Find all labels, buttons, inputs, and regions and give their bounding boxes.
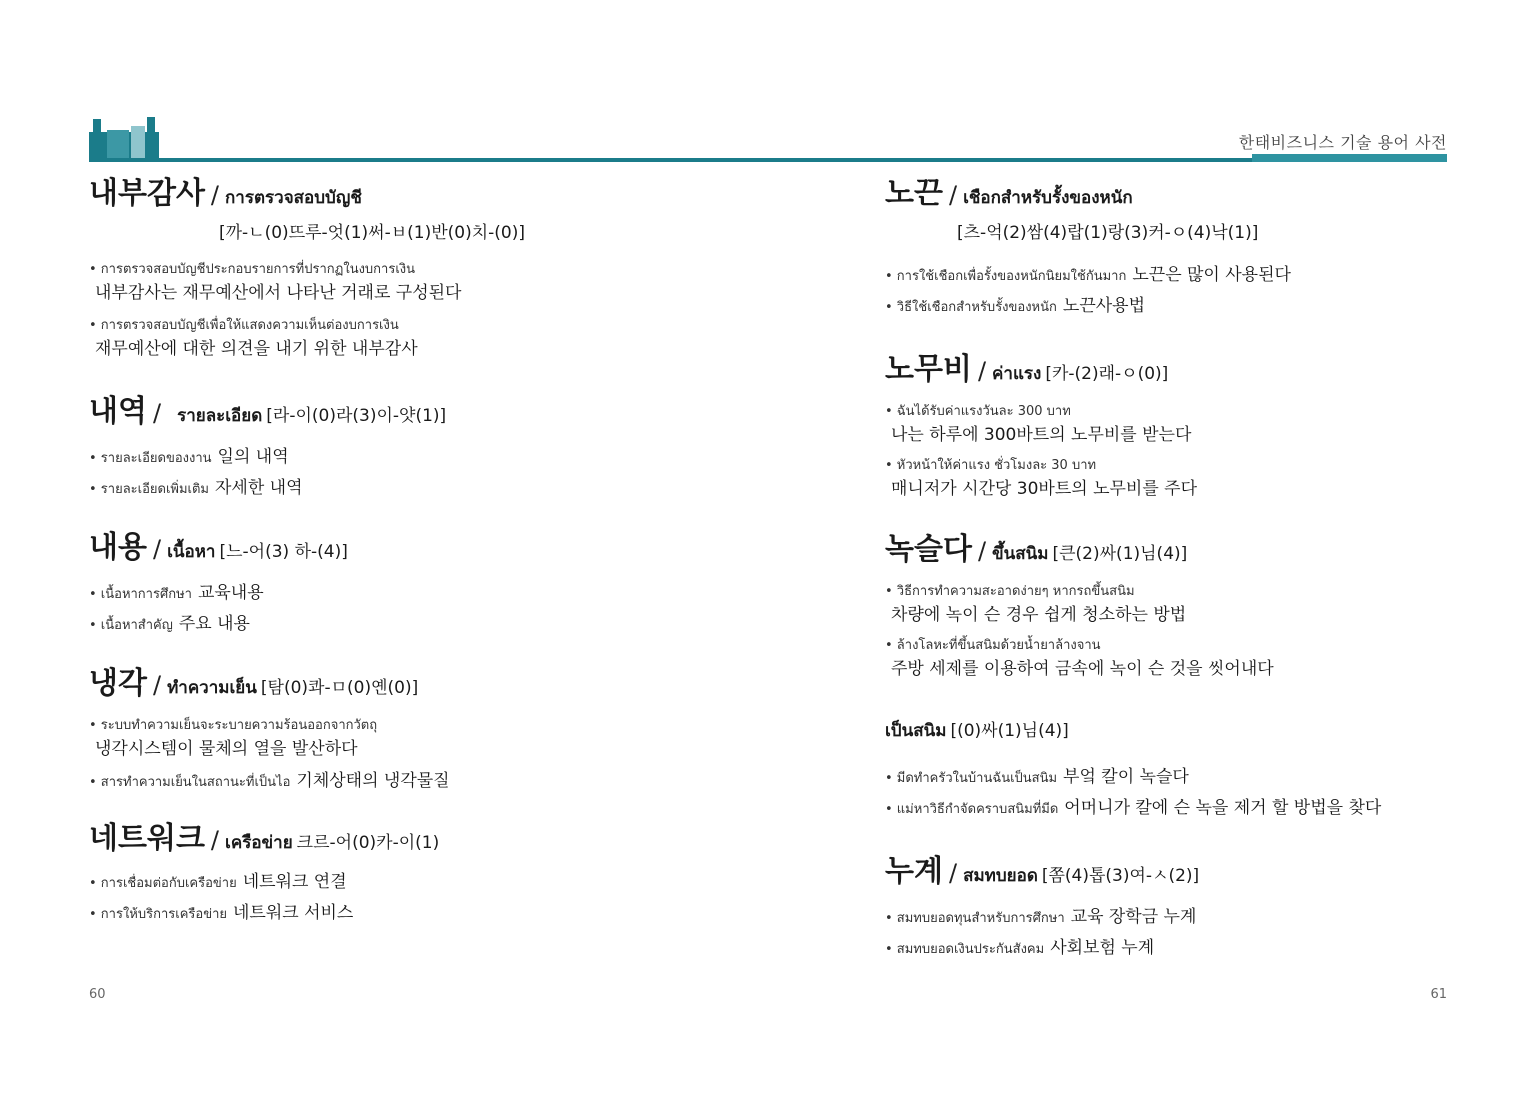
example [89,766,729,797]
entry-term: 노무비 [885,352,972,387]
example-korean: 재무예산에 대한 의견을 내기 위한 내부감사 [95,339,418,359]
entry-translation: รายละเอียด [177,406,263,426]
separator: / [152,399,162,427]
sub-translation: เป็นสนิม [885,721,947,741]
example [885,793,1525,824]
dictionary-entry [885,348,1525,502]
sub-headline [885,716,1525,746]
example [89,260,729,306]
example-thai: • วิธีการทำความสะอาดง่ายๆ หากรถขึ้นสนิม [885,584,1135,599]
page-number-left: 60 [89,987,106,1002]
example-korean: 부엌 칼이 녹슬다 [1063,767,1189,787]
sub-sense [885,716,1525,824]
page-number-right: 61 [1430,987,1447,1002]
example-thai: • การตรวจสอบบัญชีเพื่อให้แสดงความเห็นต่องบการเงิน [89,318,399,333]
example-korean: 차량에 녹이 슨 경우 쉽게 청소하는 방법 [891,605,1187,625]
example [885,260,1525,291]
example-korean: 노끈은 많이 사용된다 [1132,265,1291,285]
example [885,402,1525,448]
example-thai: • การให้บริการเครือข่าย [89,907,227,922]
example-thai: • ฉันได้รับค่าแรงวันละ 300 บาท [885,404,1071,419]
example-thai: • วิธีใช้เชือกสำหรับรั้งของหนัก [885,300,1057,315]
header-tab [1252,154,1447,162]
example-thai: • เนื้อหาสำคัญ [89,618,173,633]
entry-translation: สมทบยอด [963,866,1038,886]
entry-headline [885,172,1525,220]
example [89,898,729,929]
example-thai: • เนื้อหาการศึกษา [89,587,192,602]
example [885,582,1525,628]
entry-pronunciation: [카-(2)래-ㅇ(0)] [1045,364,1169,384]
entry-term: 내역 [89,394,147,429]
dictionary-entry [89,662,729,797]
entry-translation: เนื้อหา [167,542,216,562]
example-thai: • แม่หาวิธีกำจัดคราบสนิมที่มีด [885,802,1059,817]
example-korean: 교육 장학금 누계 [1070,907,1197,927]
example-korean: 사회보험 누계 [1050,938,1155,958]
separator: / [977,357,987,385]
example-thai: • ระบบทำความเย็นจะระบายความร้อนออกจากวัตถุ [89,718,378,733]
entry-pronunciation: [느-어(3) 하-(4)] [219,542,348,562]
example-thai: • การใช้เชือกเพื่อรั้งของหนักนิยมใช้กันมาก [885,269,1127,284]
entry-pronunciation: 크르-어(0)카-이(1) [296,833,440,853]
example-korean: 어머니가 칼에 슨 녹을 제거 할 방법을 찾다 [1064,798,1382,818]
example-thai: • รายละเอียดเพิ่มเติม [89,482,209,497]
entry-headline [89,662,729,710]
dictionary-entry [89,817,729,929]
entry-pronunciation: [까-ㄴ(0)뜨루-엇(1)써-ㅂ(1)반(0)치-(0)] [219,223,526,243]
publisher-logo [89,117,159,162]
entry-term: 내용 [89,530,147,565]
example-korean: 기체상태의 냉각물질 [296,771,450,791]
example-korean: 네트워크 서비스 [233,903,354,923]
example [89,316,729,362]
example-thai: • สารทำความเย็นในสถานะที่เป็นไอ [89,775,291,790]
entry-term: 녹슬다 [885,532,972,567]
entry-translation: เชือกสำหรับรั้งของหนัก [963,188,1133,208]
separator: / [948,181,958,209]
entry-pronunciation: [라-이(0)라(3)이-얏(1)] [266,406,447,426]
right-page [885,172,1525,964]
entry-translation: ขึ้นสนิม [992,544,1049,564]
example [885,933,1525,964]
example-korean: 내부감사는 재무예산에서 나타난 거래로 구성된다 [95,283,462,303]
example-korean: 냉각시스템이 물체의 열을 발산하다 [95,739,358,759]
separator: / [977,537,987,565]
entry-headline [885,850,1525,898]
example-thai: • สมทบยอดทุนสำหรับการศึกษา [885,911,1065,926]
separator: / [152,671,162,699]
entry-term: 네트워크 [89,821,205,856]
header-rule [89,158,1447,162]
example [89,716,729,762]
example [885,456,1525,502]
example-thai: • หัวหน้าให้ค่าแรง ชั่วโมงละ 30 บาท [885,458,1097,473]
entry-term: 노끈 [885,176,943,211]
entry-headline [89,390,729,438]
separator: / [210,826,220,854]
left-page [89,172,729,929]
entry-headline [89,526,729,574]
example-thai: • มีดทำครัวในบ้านฉันเป็นสนิม [885,771,1058,786]
example-korean: 네트워크 연결 [242,872,347,892]
example [885,762,1525,793]
example-korean: 주방 세제를 이용하여 금속에 녹이 슨 것을 씻어내다 [891,659,1274,679]
example [89,473,729,504]
entry-headline [885,348,1525,396]
example [89,609,729,640]
example-korean: 나는 하루에 300바트의 노무비를 받는다 [891,425,1192,445]
example-thai: • การเชื่อมต่อกับเครือข่าย [89,876,237,891]
entry-headline [89,817,729,865]
entry-term: 냉각 [89,666,147,701]
entry-term: 누계 [885,854,943,889]
example-korean: 자세한 내역 [215,478,303,498]
separator: / [210,181,220,209]
example [885,902,1525,933]
example-thai: • การตรวจสอบบัญชีประกอบรายการที่ปรากฏในงบการเงิน [89,262,416,277]
separator: / [152,535,162,563]
sub-pronunciation: [(0)싸(1)님(4)] [950,721,1069,741]
example [89,867,729,898]
entry-headline [885,528,1525,576]
entry-pronunciation: [쫌(4)톱(3)여-ㅅ(2)] [1041,866,1200,886]
dictionary-entry [89,172,729,362]
example [885,291,1525,322]
example-korean: 주요 내용 [178,614,250,634]
entry-translation: การตรวจสอบบัญชี [225,188,362,208]
example-thai: • ล้างโลหะที่ขึ้นสนิมด้วยน้ำยาล้างจาน [885,638,1101,653]
example-thai: • สมทบยอดเงินประกันสังคม [885,942,1045,957]
entry-translation: เครือข่าย [225,833,293,853]
entry-translation: ทำความเย็น [167,678,257,698]
entry-headline [89,172,729,220]
example-korean: 노끈사용법 [1062,296,1146,316]
entry-term: 내부감사 [89,176,205,211]
running-title: 한태비즈니스 기술 용어 사전 [1238,133,1447,152]
example-korean: 교육내용 [197,583,264,603]
entry-translation: ค่าแรง [992,364,1042,384]
dictionary-entry [885,850,1525,964]
entry-pronunciation: [큰(2)싸(1)님(4)] [1052,544,1188,564]
separator: / [948,859,958,887]
example [89,442,729,473]
dictionary-entry [885,528,1525,824]
dictionary-entry [89,390,729,504]
example [885,636,1525,682]
example-korean: 일의 내역 [217,447,289,467]
dictionary-entry [885,172,1525,322]
example-korean: 매니저가 시간당 30바트의 노무비를 주다 [891,479,1197,499]
entry-pronunciation: [탐(0)콰-ㅁ(0)옌(0)] [260,678,419,698]
example-thai: • รายละเอียดของงาน [89,451,212,466]
example [89,578,729,609]
entry-pronunciation: [츠-억(2)쌈(4)랍(1)랑(3)커-ㅇ(4)낙(1)] [957,223,1259,243]
dictionary-entry [89,526,729,640]
